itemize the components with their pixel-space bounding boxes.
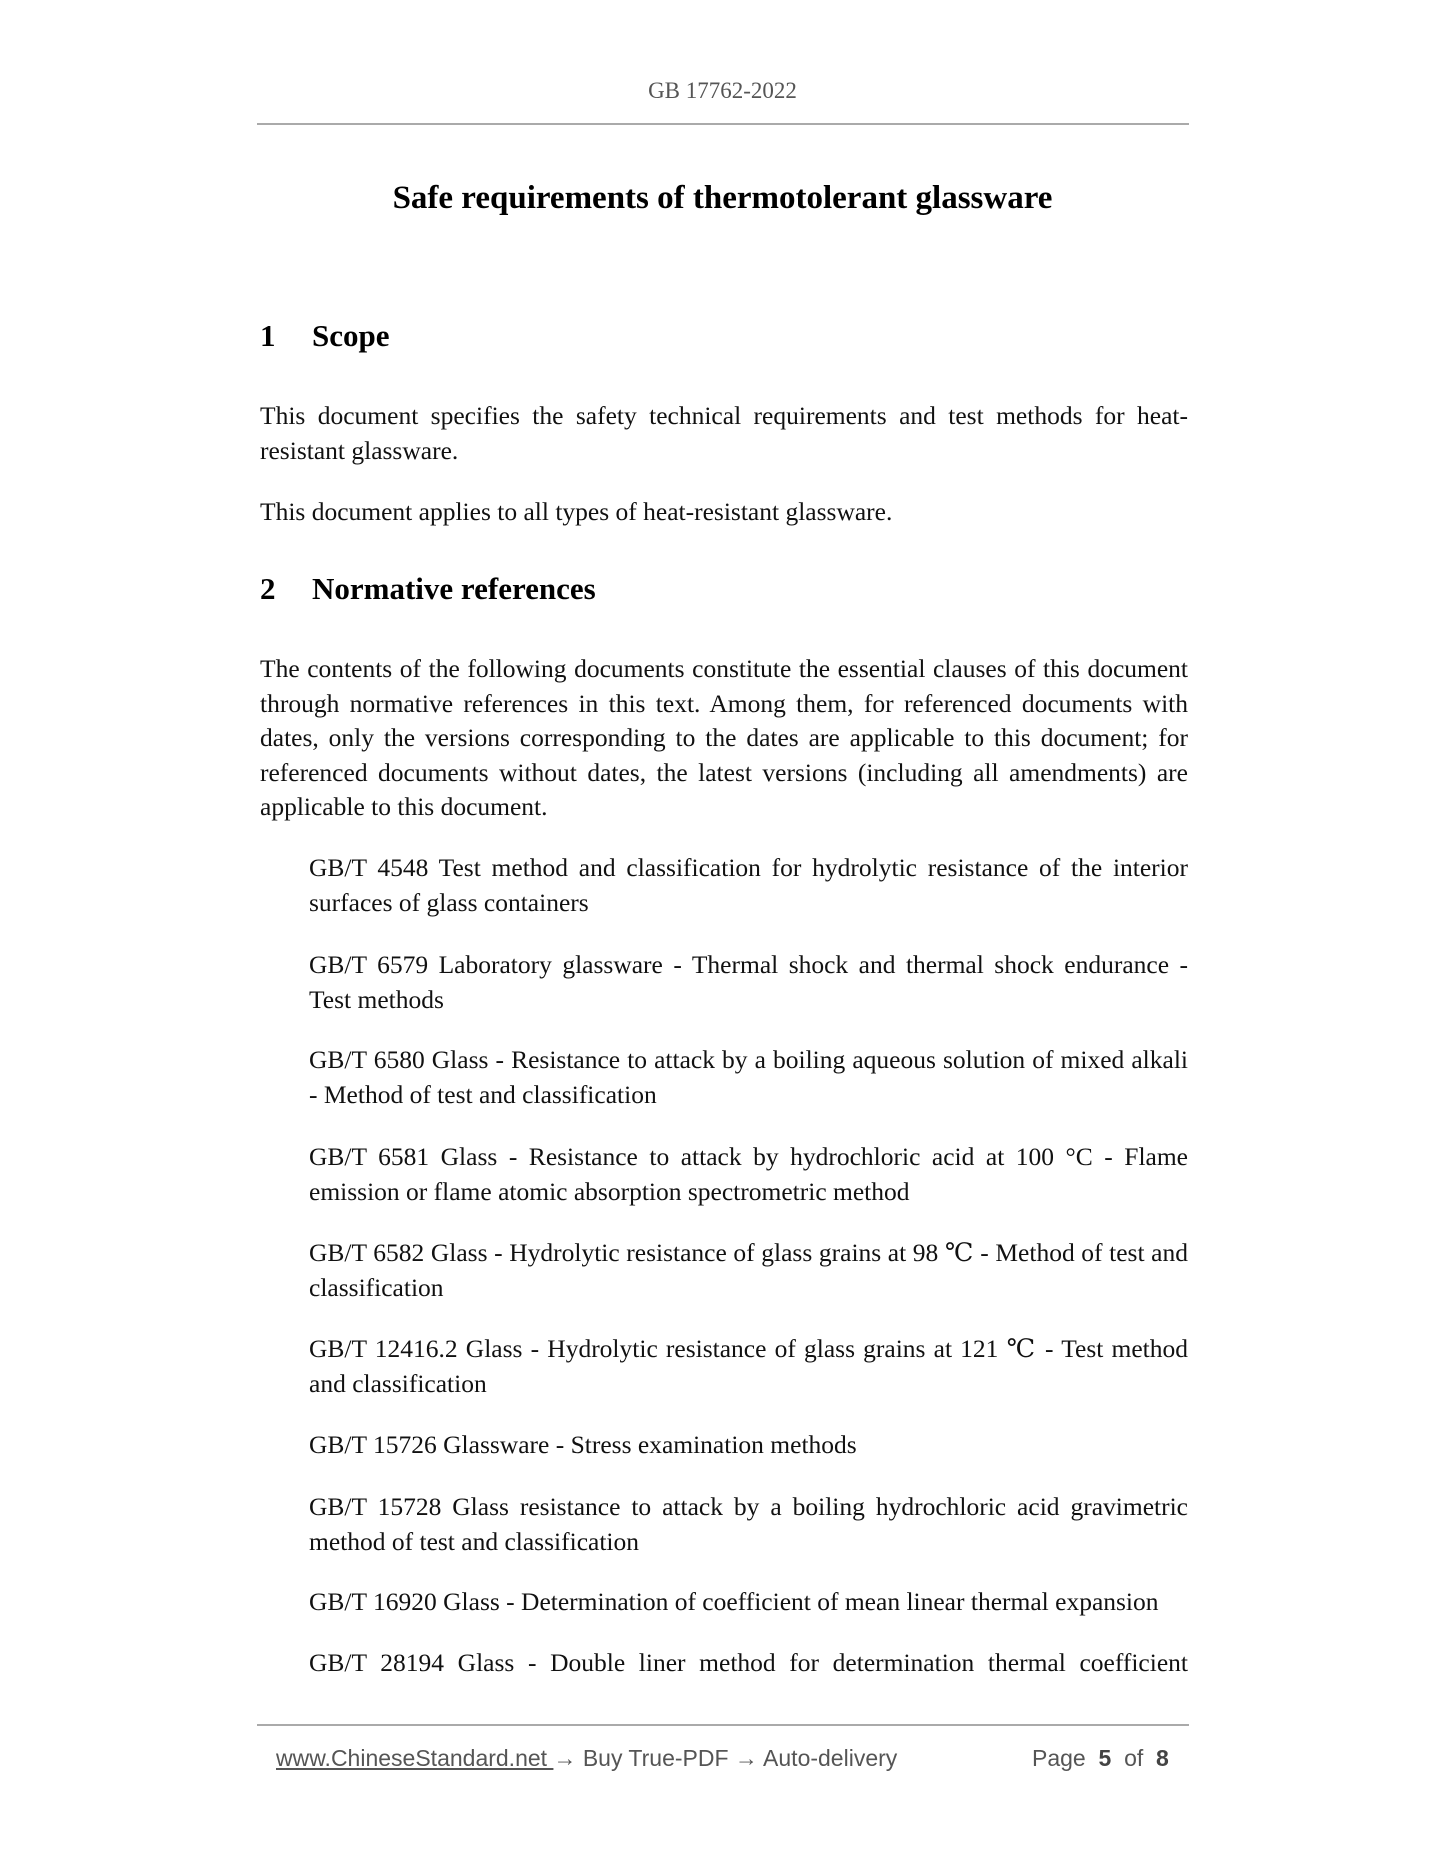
reference-item: GB/T 6581 Glass - Resistance to attack by hydrochloric acid at 100 °C - Flame emission or flame atomic absorption spectrometric method: [309, 1142, 1188, 1206]
page-of: of: [1124, 1745, 1144, 1771]
header-divider: [257, 123, 1189, 125]
normative-references-paragraph: The contents of the following documents constitute the essential clauses of this document through normative references in this text. Among them, for referenced documents with dates, only the versions corresponding to the dates are applicable to this document; for referenced documents without dates, the latest versions (including all amendments) are applicable to this document.: [260, 654, 1188, 822]
document-title: Safe requirements of thermotolerant glassware: [392, 180, 1053, 216]
reference-item: GB/T 6582 Glass - Hydrolytic resistance of glass grains at 98 ℃ - Method of test and classification: [309, 1238, 1188, 1302]
standard-code-header: GB 17762-2022: [648, 78, 797, 103]
reference-item: GB/T 6579 Laboratory glassware - Thermal shock and thermal shock endurance - Test methods: [309, 950, 1188, 1014]
reference-item: GB/T 28194 Glass - Double liner method for determination thermal coefficient: [309, 1648, 1188, 1677]
reference-item: GB/T 15728 Glass resistance to attack by a boiling hydrochloric acid gravimetric method of test and classification: [309, 1492, 1188, 1556]
section-title: Scope: [312, 318, 390, 353]
arrow-right-icon: →: [553, 1745, 577, 1771]
section-number: 2: [260, 571, 276, 606]
reference-item: GB/T 6580 Glass - Resistance to attack by a boiling aqueous solution of mixed alkali - Method of test and classification: [309, 1045, 1188, 1109]
reference-item: GB/T 4548 Test method and classification for hydrolytic resistance of the interior surfaces of glass containers: [309, 853, 1188, 917]
page-total: 8: [1156, 1745, 1169, 1771]
reference-item: GB/T 16920 Glass - Determination of coefficient of mean linear thermal expansion: [309, 1587, 1159, 1616]
page-indicator: [1032, 1745, 1169, 1772]
reference-item: GB/T 15726 Glassware - Stress examination methods: [309, 1430, 857, 1459]
section-heading-scope: [260, 318, 390, 354]
reference-item: GB/T 12416.2 Glass - Hydrolytic resistance of glass grains at 121 ℃ - Test method and classification: [309, 1334, 1188, 1398]
footer-promo: [276, 1745, 897, 1772]
delivery-text: Auto-delivery: [757, 1745, 898, 1771]
section-title: Normative references: [312, 571, 596, 606]
scope-paragraph-2: This document applies to all types of heat-resistant glassware.: [260, 497, 893, 526]
footer-divider: [257, 1724, 1189, 1726]
page-label: Page: [1032, 1745, 1086, 1771]
buy-text: Buy True-PDF: [576, 1745, 735, 1771]
page-current: 5: [1098, 1745, 1112, 1771]
scope-paragraph-1: This document specifies the safety technical requirements and test methods for heat-resistant glassware.: [260, 401, 1188, 465]
arrow-right-icon: →: [734, 1745, 758, 1771]
section-heading-normative-references: [260, 571, 596, 607]
site-link[interactable]: www.ChineseStandard.net: [276, 1745, 554, 1771]
section-number: 1: [260, 318, 276, 353]
